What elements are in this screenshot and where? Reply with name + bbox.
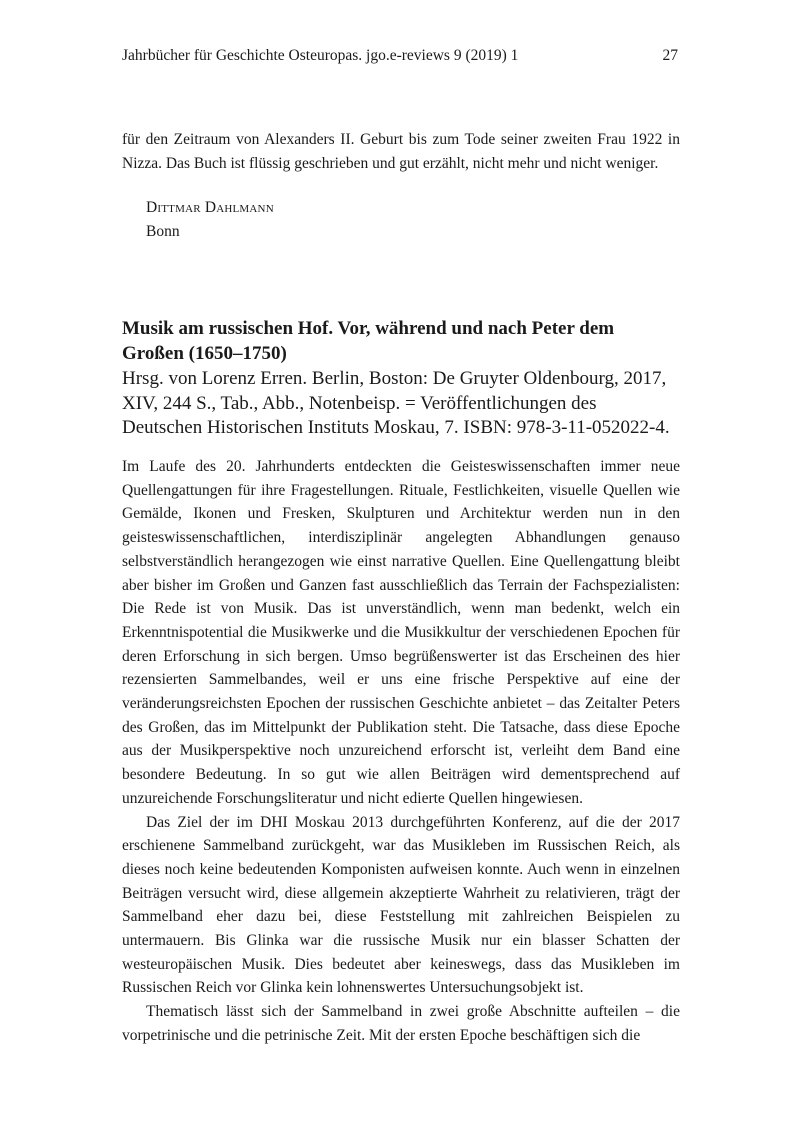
- body-paragraph-1: Im Laufe des 20. Jahrhunderts entdeckten die Geisteswissenschaften immer neue Quellengattungen für ihre Fragestellungen. Rituale, Festlichkeiten, visuelle Quellen wie Gemälde, Ikonen und Fresken, Skulpturen und Architektur werden nun in den geisteswissenschaftlichen, interdisziplinär angelegten Abhandlungen genauso selbstverständlich herangezogen wie einst narrative Quellen. Eine Quellengattung bleibt aber bisher im Großen und Ganzen fast ausschließlich das Terrain der Fachspezialisten: Die Rede ist von Musik. Das ist unverständlich, wenn man bedenkt, welch ein Erkenntnispotential die Musikwerke und die Musikkultur der verschiedenen Epochen für deren Erforschung in sich bergen. Umso begrüßenswerter ist das Erscheinen des hier rezensierten Sammelbandes, weil er uns eine frische Perspektive auf eine der veränderungsreichsten Epochen der russischen Geschichte anbietet – das Zeitalter Peters des Großen, das im Mittelpunkt der Publikation steht. Die Tatsache, dass diese Epoche aus der Musikperspektive noch unzureichend erforscht ist, verleiht dem Band eine besondere Bedeutung. In so gut wie allen Beiträgen wird dementsprechend auf unzureichende Forschungsliteratur und nicht edierte Quellen hingewiesen.: [122, 458, 680, 807]
- page-number: 27: [662, 47, 678, 64]
- bibliographic-details: Hrsg. von Lorenz Erren. Berlin, Boston: De Gruyter Oldenbourg, 2017, XIV, 244 S., Tab., Abb., Notenbeisp. = Veröffentlichungen des Deutschen Historischen Instituts Moskau, 7. ISBN: 978-3-11-052022-4.: [122, 368, 670, 438]
- body-paragraph-2: Das Ziel der im DHI Moskau 2013 durchgeführten Konferenz, auf die der 2017 erschienene Sammelband zurückgeht, war das Musikleben im Russischen Reich, als dieses noch keine bedeutenden Komponisten aufweisen konnte. Auch wenn in einzelnen Beiträgen versucht wird, diese allgemein akzeptierte Wahrheit zu relativieren, trägt der Sammelband eher dazu bei, diese Feststellung mit zahlreichen Beispielen zu untermauern. Bis Glinka war die russische Musik nur ein blasser Schatten der westeuropäischen Musik. Dies bedeutet aber keineswegs, dass das Musikleben im Russischen Reich vor Glinka kein lohnenswertes Untersuchungsobjekt ist.: [122, 813, 680, 997]
- review-title: Musik am russischen Hof. Vor, während und nach Peter dem Großen (1650–1750): [122, 318, 615, 364]
- continued-paragraph: für den Zeitraum von Alexanders II. Geburt bis zum Tode seiner zweiten Frau 1922 in Nizza. Das Buch ist flüssig geschrieben und gut erzählt, nicht mehr und nicht weniger.: [122, 131, 680, 172]
- reviewer-name: Dittmar Dahlmann: [146, 199, 274, 216]
- running-header: [122, 46, 678, 66]
- review-body: [122, 455, 680, 1048]
- journal-title: Jahrbücher für Geschichte Osteuropas. jgo.e-reviews 9 (2019) 1: [122, 47, 519, 64]
- body-paragraph-3: Thematisch lässt sich der Sammelband in zwei große Abschnitte aufteilen – die vorpetrinische und die petrinische Zeit. Mit der ersten Epoche beschäftigen sich die: [122, 1003, 680, 1044]
- reviewer-location: Bonn: [146, 223, 180, 240]
- review-signature: [146, 196, 274, 244]
